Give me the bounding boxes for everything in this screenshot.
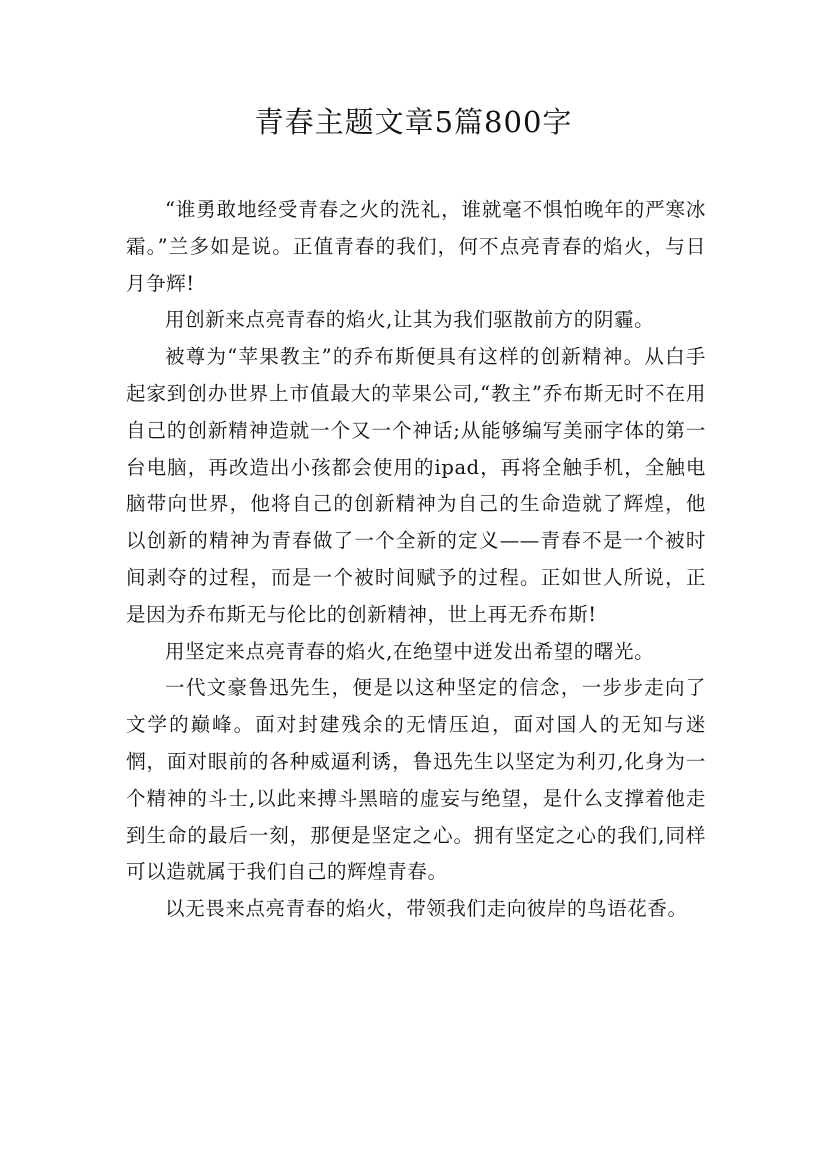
paragraph-luxun: 一代文豪鲁迅先生，便是以这种坚定的信念，一步步走向了文学的巅峰。面对封建残余的无情压迫，面对国人的无知与迷惘，面对眼前的各种威逼利诱，鲁迅先生以坚定为利刃,化身为一个精神的斗士,以此来搏斗黑暗的虚妄与绝望，是什么支撑着他走到生命的最后一刻，那便是坚定之心。拥有坚定之心的我们,同样可以造就属于我们自己的辉煌青春。 xyxy=(126,676,706,884)
document-title: 青春主题文章5篇800字 xyxy=(254,105,573,139)
paragraph-intro: “谁勇敢地经受青春之火的洗礼，谁就毫不惧怕晚年的严寒冰霜。”兰多如是说。正值青春的我们，何不点亮青春的焰火，与日月争辉! xyxy=(126,198,706,295)
paragraph-jobs: 被尊为“苹果教主”的乔布斯便具有这样的创新精神。从白手起家到创办世界上市值最大的苹果公司,“教主”乔布斯无时不在用自己的创新精神造就一个又一个神话;从能够编写美丽字体的第一台电脑，再改造出小孩都会使用的ipad，再将全触手机，全触电脑带向世界，他将自己的创新精神为自己的生命造就了辉煌，他以创新的精神为青春做了一个全新的定义——青春不是一个被时间剥夺的过程，而是一个被时间赋予的过程。正如世人所说，正是因为乔布斯无与伦比的创新精神，世上再无乔布斯! xyxy=(126,345,706,626)
paragraph-firmness-heading: 用坚定来点亮青春的焰火,在绝望中迸发出希望的曙光。 xyxy=(165,639,655,663)
paragraph-fearless-heading: 以无畏来点亮青春的焰火，带领我们走向彼岸的鸟语花香。 xyxy=(165,897,688,921)
paragraph-innovation-heading: 用创新来点亮青春的焰火,让其为我们驱散前方的阴霾。 xyxy=(165,308,655,332)
document-body xyxy=(126,192,706,928)
